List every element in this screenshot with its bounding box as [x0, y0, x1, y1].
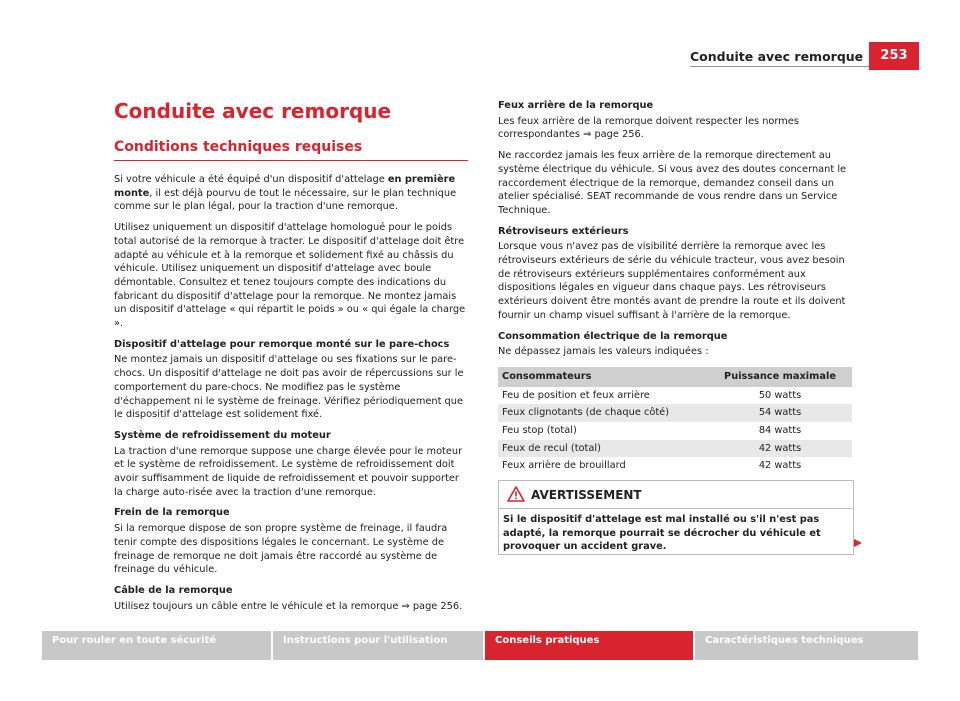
table-cell-value: 42 watts [758, 460, 802, 472]
table-header-consumers: Consommateurs [498, 367, 708, 387]
warning-text: Si le dispositif d'attelage est mal installé ou s'il n'est pas adapté, la remorque pourrait se décrocher du véhicule et provoquer un accident grave. [503, 514, 821, 552]
table-cell-value: 42 watts [708, 440, 852, 458]
table-cell-item: Feux de recul (total) [498, 440, 708, 458]
section-divider [114, 160, 468, 161]
emphasis-text: en première monte [114, 174, 456, 199]
table-cell-value: 50 watts [758, 389, 802, 401]
table-cell-value: 84 watts [758, 425, 802, 437]
subheading: Feux arrière de la remorque [498, 100, 654, 111]
paragraph [114, 173, 468, 214]
left-column [114, 173, 468, 620]
table-row [498, 422, 852, 440]
warning-divider [498, 508, 852, 509]
subheading: Câble de la remorque [114, 584, 233, 596]
footer-tab-instructions[interactable]: Instructions pour l'utilisation [273, 631, 483, 660]
paragraph: Utilisez uniquement un dispositif d'attelage homologué pour le poids total autorisé de la remorque à tracter. Le dispositif d'attelage doit être adapté au véhicule et à la remorque et solidement fixé au châssis du véhicule. Utilisez uniquement un dispositif d'attelage avec boule démontable. Consultez et tenez toujours compte des indications du fabricant du dispositif d'attelage pour la remorque. Ne montez jamais un dispositif d'attelage « qui répartit le poids » ou « qui égale la charge ». [114, 222, 466, 330]
subheading: Consommation électrique de la remorque [498, 330, 728, 342]
table-cell-item: Feu stop (total) [502, 425, 577, 437]
footer-tab-technical-specs[interactable]: Caractéristiques techniques [695, 631, 918, 660]
paragraph: Les feux arrière de la remorque doivent respecter les normes correspondantes ⇒ page 256. [498, 115, 799, 141]
running-title: Conduite avec remorque [690, 49, 864, 64]
paragraph: Lorsque vous n'avez pas de visibilité derrière la remorque avec les rétroviseurs extérieurs de série du véhicule tracteur, vous avez besoin de rétroviseurs extérieurs supplémentaires conformément aux dispositions légales en vigueur dans chaque pays. Les rétroviseurs extérieurs doivent être montés avant de prendre la route et ils doivent fournir un champ visuel suffisant à l'arrière de la remorque. [498, 241, 846, 321]
paragraph: Si la remorque dispose de son propre système de freinage, il faudra tenir compte des dispositions légales le concernant. Le système de freinage de remorque ne doit jamais être raccordé au système de freinage du véhicule. [114, 523, 448, 576]
table-cell-item: Feux arrière de brouillard [502, 460, 626, 472]
table-row [498, 457, 852, 475]
table-row [498, 404, 852, 422]
subheading: Rétroviseurs extérieurs [498, 225, 629, 237]
warning-title: AVERTISSEMENT [531, 488, 642, 502]
paragraph-text: , il est déjà pourvu de tout le nécessaire, sur le plan technique comme sur le plan légal, pour la traction d'une remorque. [114, 187, 457, 213]
paragraph: Ne raccordez jamais les feux arrière de la remorque directement au système électrique du véhicule. Si vous avez des doutes concernant le raccordement électrique de la remorque, demandez conseil dans un atelier spécialisé. SEAT recommande de vous rendre dans un Service Technique. [498, 150, 847, 216]
warning-triangle-icon [507, 486, 525, 502]
table-cell-value: 54 watts [708, 404, 852, 422]
right-column [498, 99, 852, 475]
table-row [498, 440, 852, 458]
footer-tab-practical-tips[interactable]: Conseils pratiques [485, 631, 693, 660]
power-table [498, 367, 852, 475]
table-header-power: Puissance maximale [708, 367, 852, 387]
table-row [498, 387, 852, 405]
subheading: Dispositif d'attelage pour remorque monté sur le pare-chocs [114, 338, 450, 350]
paragraph: Ne dépassez jamais les valeurs indiquées : [498, 346, 709, 358]
header-divider [690, 66, 869, 67]
subheading: Frein de la remorque [114, 507, 230, 519]
chapter-title: Conduite avec remorque [114, 99, 392, 123]
continue-arrow-icon [853, 538, 863, 548]
table-cell-item: Feu de position et feux arrière [502, 389, 650, 401]
page-number: 253 [880, 48, 908, 63]
section-title: Conditions techniques requises [114, 139, 363, 155]
subheading: Système de refroidissement du moteur [114, 429, 331, 441]
table-header-row [498, 367, 852, 387]
paragraph: Utilisez toujours un câble entre le véhicule et la remorque ⇒ page 256. [114, 600, 463, 612]
paragraph-text: Si votre véhicule a été équipé d'un dispositif d'attelage [114, 174, 388, 185]
table-cell-item: Feux clignotants (de chaque côté) [498, 404, 708, 422]
paragraph: Ne montez jamais un dispositif d'attelage ou ses fixations sur le pare-chocs. Un dispositif d'attelage ne doit pas avoir de répercussions sur le comportement du pare-chocs. Ne modifiez pas le système d'échappement ni le système de freinage. Vérifiez périodiquement que le dispositif d'attelage est solidement fixé. [114, 354, 464, 421]
footer-tab-safety[interactable]: Pour rouler en toute sécurité [42, 631, 271, 660]
paragraph: La traction d'une remorque suppose une charge élevée pour le moteur et le système de refroidissement. Le système de refroidissement doit avoir suffisamment de liquide de refroidissement et pouvoir supporter la charge auto-risée avec la traction d'une remorque. [114, 445, 463, 498]
